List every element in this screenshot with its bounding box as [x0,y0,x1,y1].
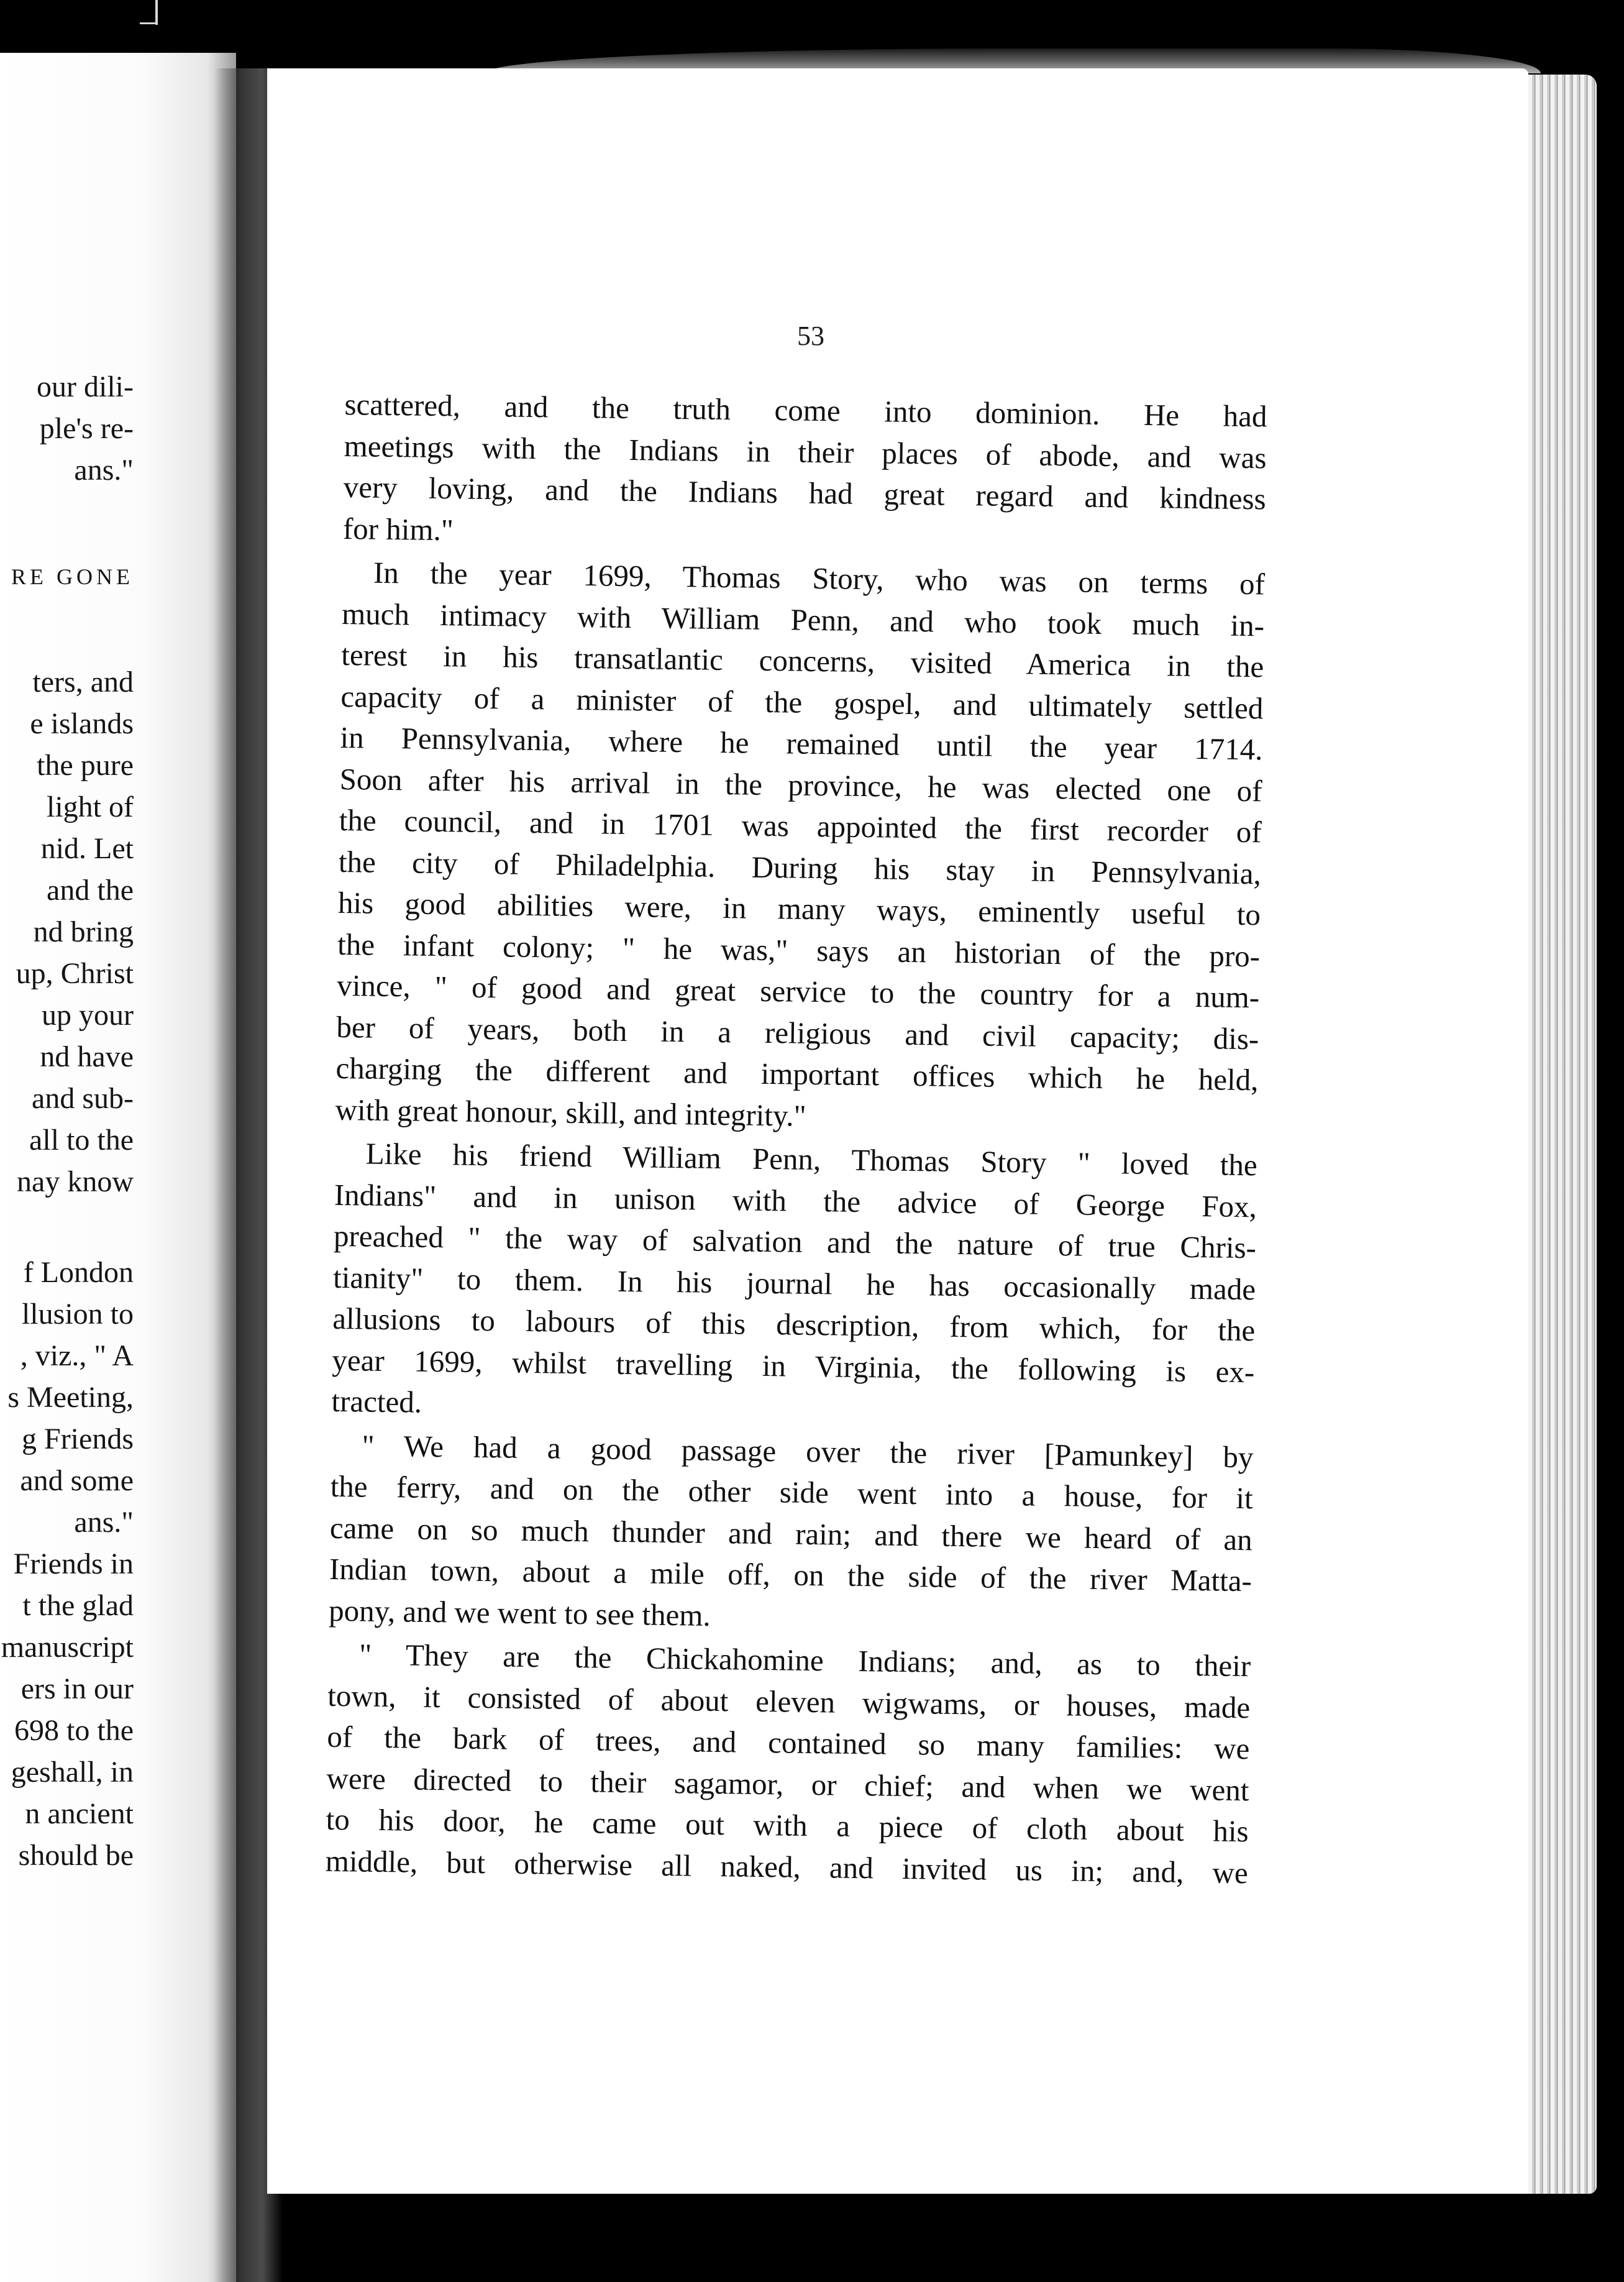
page-number: 53 [797,321,824,351]
previous-page-line: up, Christ [16,957,134,990]
previous-page-line: all to the [29,1124,134,1157]
text-line: very loving, and the Indians had great regard and kindness [343,469,1267,516]
page-body [325,384,1267,1894]
text-line: capacity of a minister of the gospel, and ultimately settled [340,679,1264,725]
text-line: vince, " of good and great service to the country for a num- [336,968,1260,1015]
text-line: Soon after his arrival in the province, he was elected one of [339,761,1262,808]
previous-page-line: light of [47,790,134,823]
previous-page-line: e islands [30,707,134,740]
previous-page-line: nd have [40,1040,134,1073]
text-line: year 1699, whilst travelling in Virginia, the following is ex- [332,1342,1255,1389]
text-line: Like his friend William Penn, Thomas Story " loved the [365,1136,1258,1183]
text-line: In the year 1699, Thomas Story, who was on terms of [373,555,1266,602]
text-line: pony, and we went to see them. [328,1593,711,1633]
previous-page-line: should be [18,1839,134,1872]
previous-page-line: manuscript [1,1631,134,1664]
previous-page-line: f London [23,1256,134,1289]
previous-page-line: s Meeting, [7,1381,134,1414]
text-line: the council, and in 1701 was appointed the first recorder of [339,802,1262,850]
text-line: in Pennsylvania, where he remained until the year 1714. [340,720,1263,767]
previous-page-line: ers in our [21,1672,134,1705]
text-line: town, it consisted of about eleven wigwams, or houses, made [327,1678,1251,1725]
scan-mark [155,0,158,25]
previous-page-line: , viz., " A [20,1339,134,1372]
text-line: charging the different and important offices which he held, [335,1050,1259,1097]
scan-mark [140,22,157,24]
text-line: the city of Philadelphia. During his stay in Pennsylvania, [338,844,1262,891]
text-line: middle, but otherwise all naked, and invited us in; and, we [325,1843,1249,1890]
previous-page-line: and sub- [32,1082,134,1115]
text-line: with great honour, skill, and integrity." [335,1092,806,1133]
previous-page-line: ters, and [32,666,134,699]
previous-page-line: Friends in [13,1547,134,1580]
previous-page-line: 698 to the [14,1714,134,1747]
previous-page-line: llusion to [21,1298,134,1331]
previous-page-line: ans." [74,454,134,487]
text-line: tracted. [331,1383,422,1419]
text-line: his good abilities were, in many ways, eminently useful to [337,885,1261,932]
text-line: came on so much thunder and rain; and there we heard of an [329,1510,1253,1557]
text-line: allusions to labours of this description, from which, for the [332,1301,1256,1348]
text-line: of the bark of trees, and contained so many families: we [327,1719,1250,1766]
previous-page-line: and the [47,874,134,907]
previous-page-line: ple's re- [39,412,134,445]
previous-page-heading: RE GONE [11,564,134,589]
text-line: the ferry, and on the other side went into a house, for it [330,1469,1254,1516]
text-line: tianity" to them. In his journal he has occasionally made [332,1260,1256,1306]
previous-page-line: and some [20,1464,134,1497]
text-line: were directed to their sagamor, or chief; and when we went [326,1761,1249,1807]
previous-page-line: nd bring [33,915,134,948]
text-line: " We had a good passage over the river [Pamunkey] by [362,1428,1254,1474]
text-line: scattered, and the truth come into dominion. He had [344,387,1267,434]
text-line: " They are the Chickahomine Indians; and, as to their [358,1637,1251,1684]
text-line: to his door, he came out with a piece of cloth about his [326,1802,1249,1849]
previous-page [0,53,236,2282]
previous-page-line: nid. Let [40,832,134,865]
previous-page-line: geshall, in [11,1756,134,1789]
text-line: much intimacy with William Penn, and who took much in- [341,596,1265,643]
previous-page-line: the pure [37,749,134,782]
previous-page-line: nay know [17,1165,134,1198]
previous-page-line: n ancient [25,1797,134,1830]
text-line: preached " the way of salvation and the nature of true Chris- [333,1218,1257,1265]
previous-page-line: g Friends [22,1423,134,1455]
text-line: terest in his transatlantic concerns, visited America in the [340,637,1264,684]
text-line: meetings with the Indians in their places of abode, and was [344,428,1267,475]
text-line: ber of years, both in a religious and civil capacity; dis- [336,1009,1259,1056]
text-line: Indians" and in unison with the advice of George Fox, [334,1177,1257,1224]
previous-page-line: up your [42,999,134,1032]
previous-page-line: ans." [74,1506,134,1539]
previous-page-line: t the glad [22,1589,134,1622]
text-line: for him." [342,511,454,547]
text-line: Indian town, about a mile off, on the side of the river Matta- [329,1551,1252,1598]
text-line: the infant colony; " he was," says an historian of the pro- [337,927,1261,973]
previous-page-line: our dili- [37,370,134,403]
book-fore-edge [1528,75,1597,2194]
